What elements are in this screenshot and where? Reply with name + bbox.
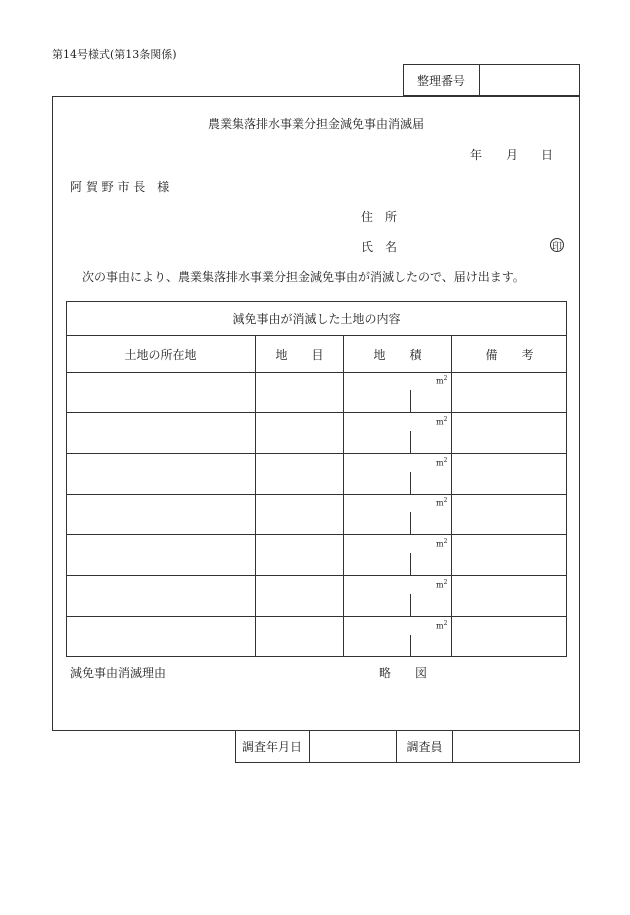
area-unit: $m^2$ xyxy=(436,416,448,427)
survey-date-field[interactable] xyxy=(310,730,396,762)
cell-remarks[interactable] xyxy=(452,576,567,616)
cell-area-int[interactable] xyxy=(344,576,410,616)
area-unit: $m^2$ xyxy=(436,620,448,631)
cell-remarks[interactable] xyxy=(452,454,567,494)
cell-category[interactable] xyxy=(256,535,343,575)
cell-remarks[interactable] xyxy=(452,535,567,575)
date-year[interactable]: 年 xyxy=(470,148,483,162)
seal-mark: 印 xyxy=(550,238,564,252)
area-unit: $m^2$ xyxy=(436,375,448,386)
header-remarks: 備 考 xyxy=(485,347,534,362)
cell-category[interactable] xyxy=(256,576,343,616)
statement: 次の事由により、農業集落排水事業分担金減免事由が消滅したので、届け出ます。 xyxy=(82,270,525,284)
area-unit: $m^2$ xyxy=(436,497,448,508)
area-unit: $m^2$ xyxy=(436,457,448,468)
cell-location[interactable] xyxy=(66,617,255,656)
survey-inspector-label: 調査員 xyxy=(406,739,443,754)
cell-category[interactable] xyxy=(256,495,343,534)
date-month[interactable]: 月 xyxy=(506,148,519,162)
cell-category[interactable] xyxy=(256,373,343,412)
cell-location[interactable] xyxy=(66,495,255,534)
cell-area-int[interactable] xyxy=(344,373,410,412)
header-location: 土地の所在地 xyxy=(124,347,197,362)
cell-remarks[interactable] xyxy=(452,495,567,534)
date-day[interactable]: 日 xyxy=(541,148,554,162)
cell-area-int[interactable] xyxy=(344,454,410,494)
name-label: 氏 名 xyxy=(361,240,398,254)
cell-category[interactable] xyxy=(256,413,343,453)
document-title: 農業集落排水事業分担金減免事由消滅届 xyxy=(207,116,424,131)
cell-location[interactable] xyxy=(66,413,255,453)
cell-area-int[interactable] xyxy=(344,535,410,575)
cell-category[interactable] xyxy=(256,617,343,656)
cell-location[interactable] xyxy=(66,576,255,616)
area-unit: $m^2$ xyxy=(436,538,448,549)
area-unit: $m^2$ xyxy=(436,579,448,590)
addressee: 阿 賀 野 市 長 様 xyxy=(70,180,170,194)
cell-area-int[interactable] xyxy=(344,617,410,656)
reference-number-field[interactable] xyxy=(480,64,580,96)
cell-area-int[interactable] xyxy=(344,413,410,453)
cell-remarks[interactable] xyxy=(452,413,567,453)
reference-number-label: 整理番号 xyxy=(416,73,465,88)
header-category: 地 目 xyxy=(275,347,324,362)
cell-location[interactable] xyxy=(66,454,255,494)
cell-location[interactable] xyxy=(66,535,255,575)
survey-inspector-field[interactable] xyxy=(453,730,580,762)
reason-label: 減免事由消滅理由 xyxy=(70,666,167,680)
cell-remarks[interactable] xyxy=(452,617,567,656)
cell-remarks[interactable] xyxy=(452,373,567,412)
map-label: 略 図 xyxy=(379,666,428,680)
survey-date-label: 調査年月日 xyxy=(241,739,302,754)
form-number: 第14号様式(第13条関係) xyxy=(52,48,177,61)
cell-location[interactable] xyxy=(66,373,255,412)
table-caption: 減免事由が消滅した土地の内容 xyxy=(232,311,401,326)
cell-area-int[interactable] xyxy=(344,495,410,534)
cell-category[interactable] xyxy=(256,454,343,494)
address-label: 住 所 xyxy=(361,210,398,224)
header-area: 地 積 xyxy=(373,347,422,362)
